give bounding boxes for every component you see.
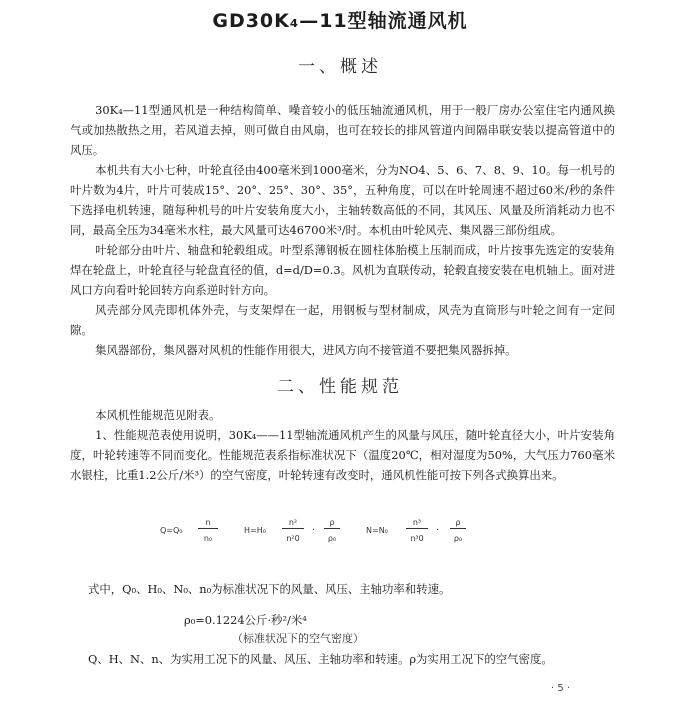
section-heading-overview: 一、概述 bbox=[298, 57, 382, 77]
overview-body bbox=[70, 100, 615, 360]
conversion-formulas: Q=Q₀ n n₀ H=H₀ n² n²0 · ρ ρ₀ N=N₀ n³ n³0 · ρ ρ₀ bbox=[160, 512, 580, 554]
document-title: GD30K₄—11型轴流通风机 bbox=[212, 10, 468, 32]
formula-pressure-denominator: n²0 bbox=[286, 534, 300, 543]
formula-power-density-denominator: ρ₀ bbox=[453, 534, 463, 543]
formula-flow-lhs: Q=Q₀ bbox=[160, 526, 183, 535]
overview-paragraph: 风壳部分风壳即机体外壳，与支架焊在一起，用钢板与型材制成，风壳为直筒形与叶轮之间有一定间隙。 bbox=[70, 303, 615, 337]
formula-flow-numerator: n bbox=[198, 518, 218, 529]
overview-paragraph: 叶轮部分由叶片、轴盘和轮毂组成。叶型系薄钢板在圆柱体胎模上压制而成，叶片按事先选定的安装角焊在轮盘上，叶轮直径与轮盘直径的值，d=d/D=0.3。风机为直联传动，轮毂直接安装在电机轴上。面对进风口方向看叶轮回转方向系逆时针方向。 bbox=[70, 243, 615, 297]
formula-pressure-density-denominator: ρ₀ bbox=[327, 534, 337, 543]
performance-body bbox=[70, 405, 615, 485]
standard-density-formula: ρ₀=0.1224公斤·秒²/米⁴ bbox=[184, 613, 307, 627]
formula-power-denominator: n³0 bbox=[410, 534, 424, 543]
formula-pressure-numerator: n² bbox=[282, 518, 304, 529]
overview-paragraph: 30K₄—11型通风机是一种结构简单、噪音较小的低压轴流通风机，用于一般厂房办公室住宅内通风换气或加热散热之用，若风道去掉，则可做自由风扇，也可在较长的排风管道内间隔串联安装以提高管道中的风压。 bbox=[70, 103, 615, 157]
working-condition-definition: Q、H、N、n、为实用工况下的风量、风压、主轴功率和转速。ρ为实用工况下的空气密度。 bbox=[88, 652, 553, 666]
overview-paragraph: 集风器部份，集风器对风机的性能作用很大，进风方向不接管道不要把集风器拆掉。 bbox=[95, 343, 517, 357]
performance-paragraph: 本风机性能规范见附表。 bbox=[95, 408, 221, 422]
performance-paragraph: 1、性能规范表使用说明，30K₄——11型轴流通风机产生的风量与风压，随叶轮直径大小，叶片安装角度，叶轮转速等不同而变化。性能规范表系指标准状况下（温度20℃，相对湿度为50%，大气压力760毫米水银柱，比重1.2公斤/米³）的空气密度，叶轮转速有改变时，通风机性能可按下列各式换算出来。 bbox=[70, 428, 615, 482]
page-number: · 5 · bbox=[551, 683, 571, 694]
section-heading-performance: 二、性能规范 bbox=[277, 377, 403, 397]
formula-power-density-numerator: ρ bbox=[450, 518, 466, 529]
formula-power-numerator: n³ bbox=[406, 518, 428, 529]
formula-pressure-lhs: H=H₀ bbox=[244, 526, 266, 535]
standard-density-note: （标准状况下的空气密度） bbox=[232, 632, 364, 645]
formula-definition: 式中，Q₀、H₀、N₀、n₀为标准状况下的风量、风压、主轴功率和转速。 bbox=[88, 582, 451, 596]
formula-pressure-density-numerator: ρ bbox=[324, 518, 340, 529]
formula-flow-denominator: n₀ bbox=[203, 534, 213, 543]
overview-paragraph: 本机共有大小七种，叶轮直径由400毫米到1000毫米，分为NO4、5、6、7、8、9、10。每一机号的叶片数为4片，叶片可装成15°、20°、25°、30°、35°，五种角度，可以在叶轮周速不超过60米/秒的条件下选择电机转速，随每种机号的叶片安装角度大小，主轴转数高低的不同，其风压、风量及所消耗动力也不同，最高全压为34毫米水柱，最大风量可达46700米³/时。本机由叶轮风壳、集风器三部份组成。 bbox=[70, 163, 615, 237]
formula-power-lhs: N=N₀ bbox=[366, 526, 388, 535]
